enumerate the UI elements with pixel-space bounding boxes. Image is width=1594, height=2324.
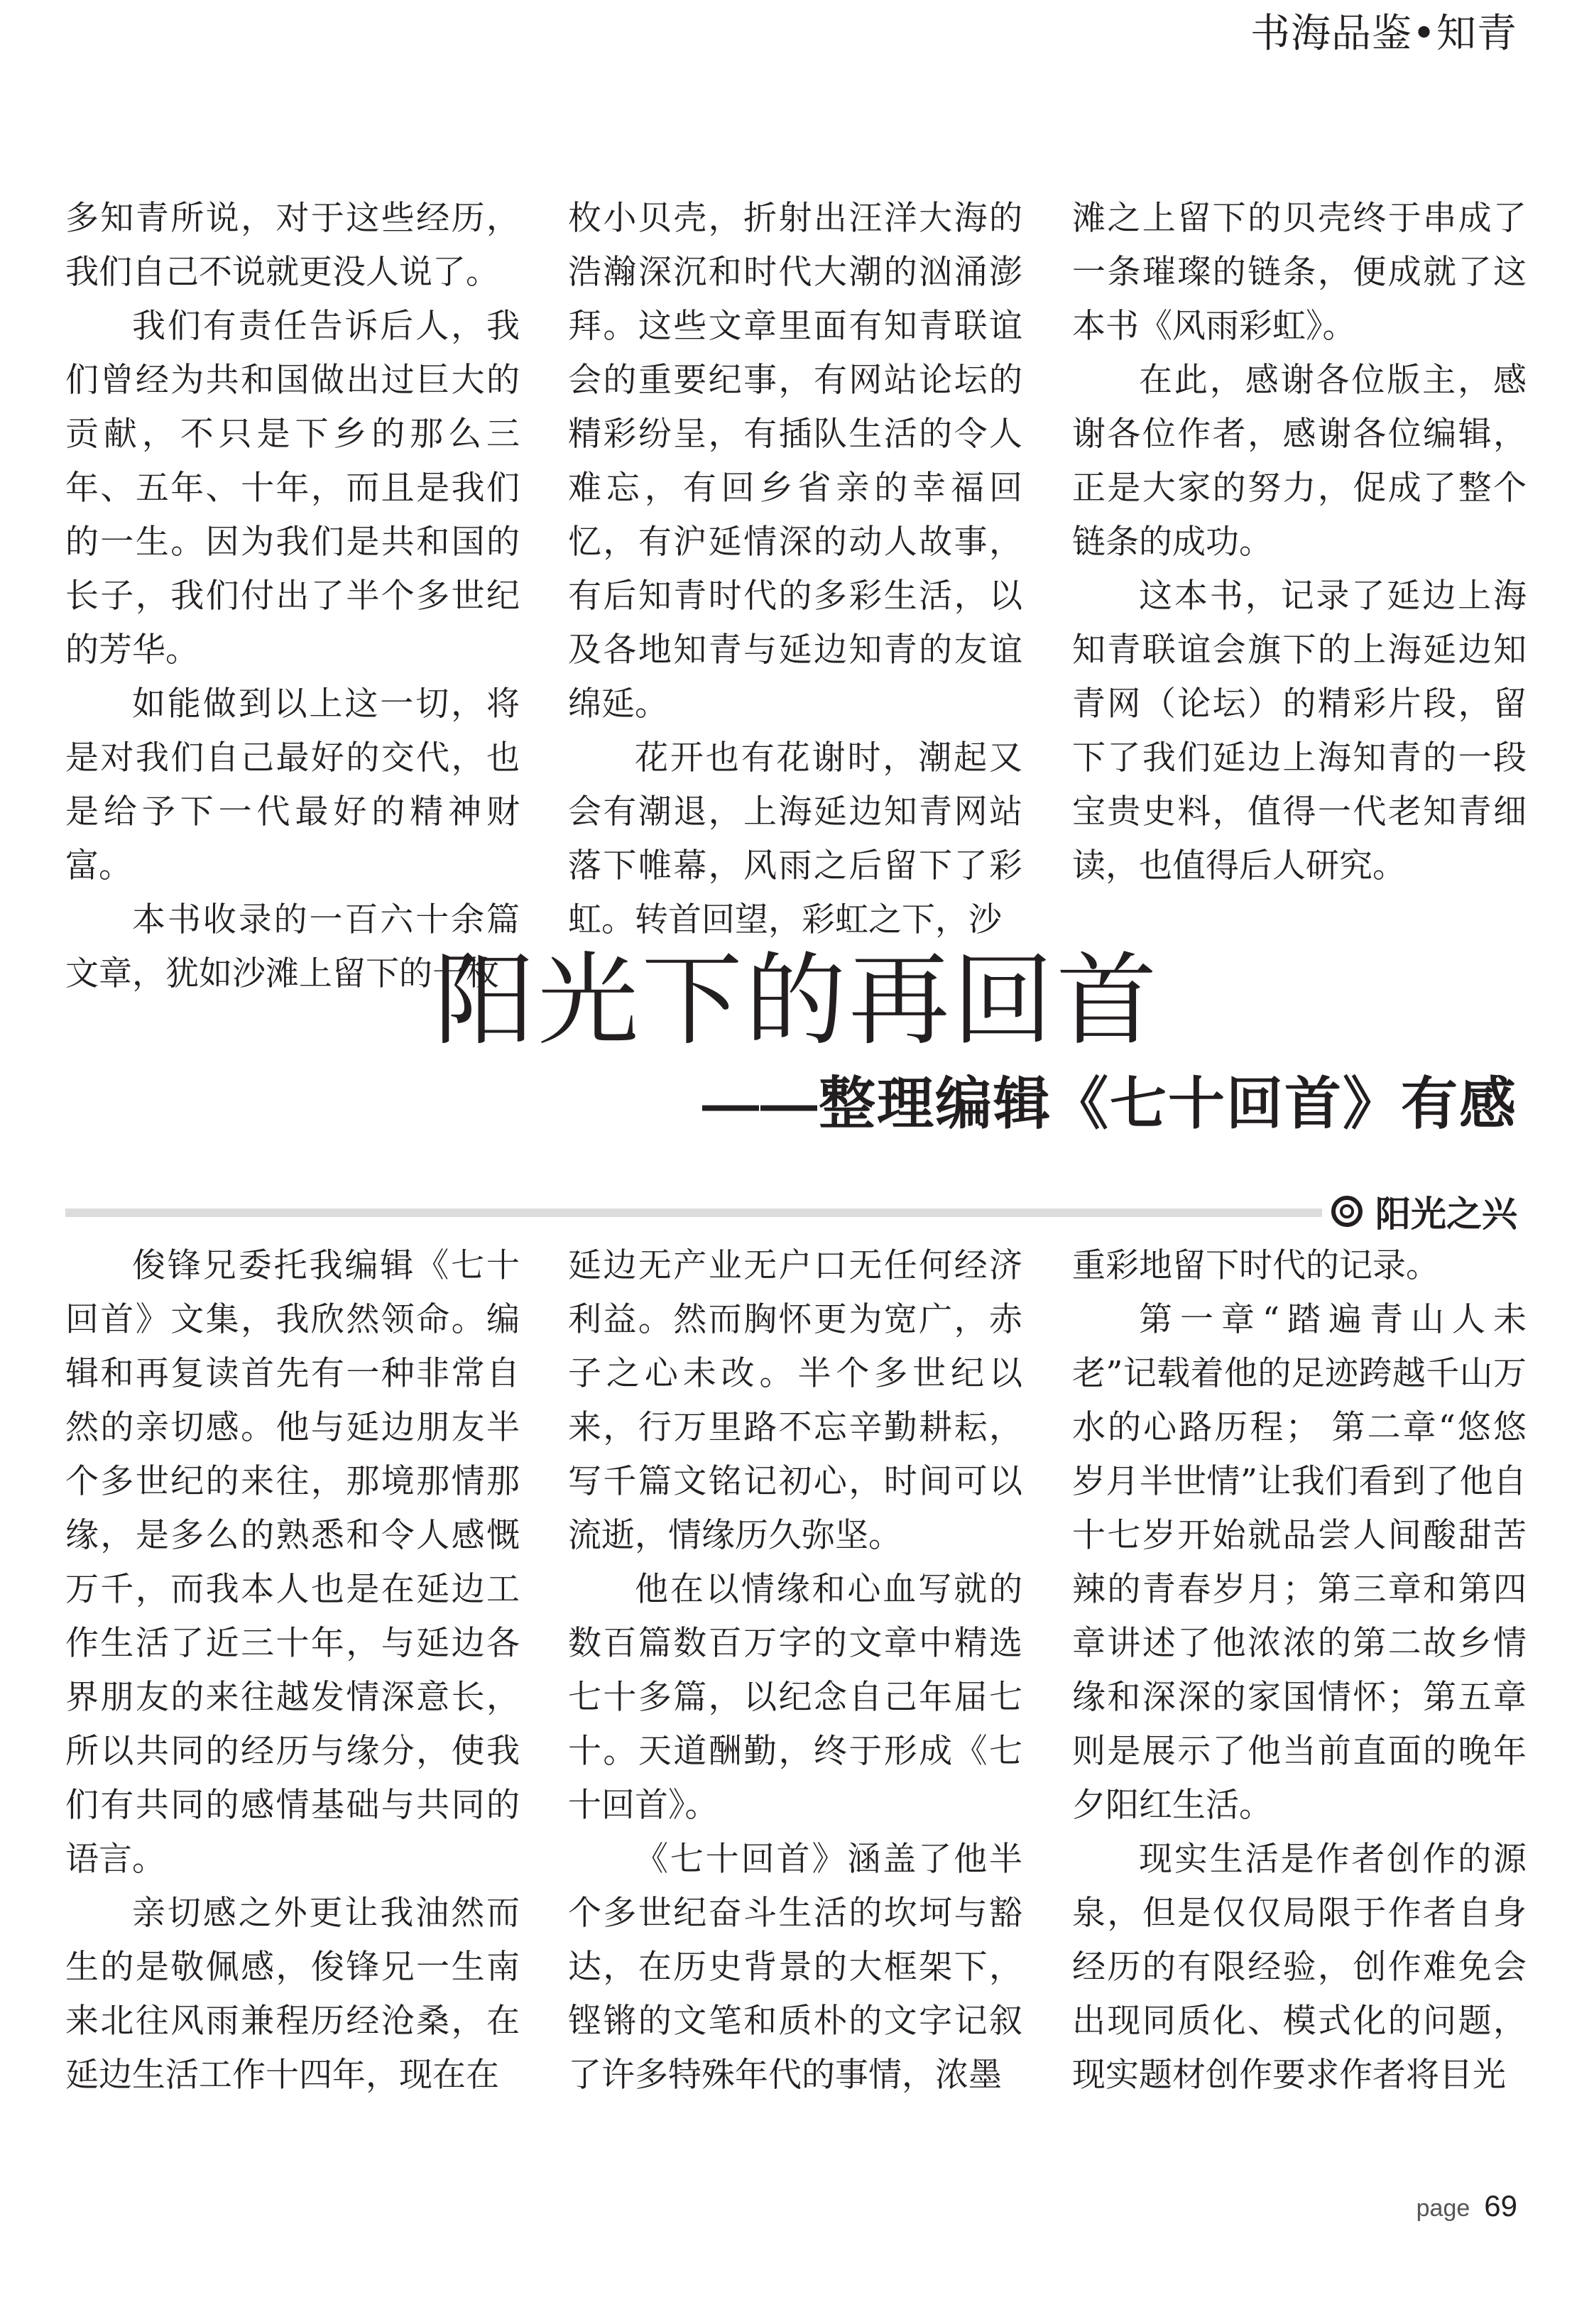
- byline: [1331, 1189, 1517, 1234]
- paragraph: 这本书，记录了延边上海知青联谊会旗下的上海延边知青网（论坛）的精彩片段，留下了我们延边上海知青的一段宝贵史料，值得一代老知青细读，也值得后人研究。: [1072, 577, 1527, 885]
- paragraph: 俊锋兄委托我编辑《七十回首》文集，我欣然领命。编辑和再复读首先有一种非常自然的亲切感。他与延边朋友半个多世纪的来往，那境那情那缘，是多么的熟悉和令人感慨万千，而我本人也是在延边工作生活了近三十年，与延边各界朋友的来往越发情深意长，所以共同的经历与缘分，使我们有共同的感情基础与共同的语言。: [65, 1246, 520, 1879]
- title-divider: [65, 1209, 1322, 1217]
- article-subtitle: ——整理编辑《七十回首》有感: [702, 1072, 1517, 1135]
- paragraph: 枚小贝壳，折射出汪洋大海的浩瀚深沉和时代大潮的汹涌澎拜。这些文章里面有知青联谊会的重要纪事，有网站论坛的精彩纷呈，有插队生活的令人难忘，有回乡省亲的幸福回忆，有沪延情深的动人故事，有后知青时代的多彩生活，以及各地知青与延边知青的友谊绵延。: [568, 199, 1022, 724]
- paragraph: 我们有责任告诉后人，我们曾经为共和国做出过巨大的贡献，不只是下乡的那么三年、五年、十年，而且是我们的一生。因为我们是共和国的长子，我们付出了半个多世纪的芳华。: [65, 307, 520, 670]
- paragraph: 多知青所说，对于这些经历，我们自己不说就更没人说了。: [65, 199, 520, 292]
- top-column-3: [1072, 192, 1527, 893]
- paragraph: 第一章“踏遍青山人未老”记载着他的足迹跨越千山万水的心路历程； 第二章“悠悠岁月半世情”让我们看到了他自十七岁开始就品尝人间酸甜苦辣的青春岁月；第三章和第四章讲述了他浓浓的第二故乡情缘和深深的家国情怀；第五章则是展示了他当前直面的晚年夕阳红生活。: [1072, 1300, 1527, 1825]
- author-name: 阳光之兴: [1375, 1194, 1517, 1234]
- paragraph: 本书收录的一百六十余篇文章，犹如沙滩上留下的一枚: [65, 900, 520, 993]
- paragraph: 延边无产业无户口无任何经济利益。然而胸怀更为宽广，赤子之心未改。半个多世纪以来，行万里路不忘辛勤耕耘，写千篇文铭记初心，时间可以流逝，情缘历久弥坚。: [568, 1246, 1022, 1555]
- page-footer: [1416, 2189, 1517, 2223]
- page-label: page: [1416, 2195, 1470, 2222]
- paragraph: 如能做到以上这一切，将是对我们自己最好的交代，也是给予下一代最好的精神财富。: [65, 684, 520, 885]
- paragraph: 现实生活是作者创作的源泉，但是仅仅局限于作者自身经历的有限经验，创作难免会出现同质化、模式化的问题，现实题材创作要求作者将目光: [1072, 1840, 1527, 2095]
- paragraph: 滩之上留下的贝壳终于串成了一条璀璨的链条，便成就了这本书《风雨彩虹》。: [1072, 199, 1527, 346]
- paragraph: 亲切感之外更让我油然而生的是敬佩感，俊锋兄一生南来北往风雨兼程历经沧桑，在延边生活工作十四年，现在在: [65, 1894, 520, 2095]
- top-column-2: [568, 192, 1022, 947]
- top-column-1: [65, 192, 520, 1001]
- article-title: 阳光下的再回首: [434, 944, 1160, 1057]
- paragraph: 重彩地留下时代的记录。: [1072, 1246, 1439, 1285]
- bullseye-circle-icon: [1331, 1196, 1363, 1227]
- running-head: 书海品鉴•知青: [1250, 11, 1517, 57]
- bottom-column-1: [65, 1239, 520, 2102]
- bottom-column-3: [1072, 1239, 1527, 2102]
- bottom-column-2: [568, 1239, 1022, 2102]
- paragraph: 他在以情缘和心血写就的数百篇数百万字的文章中精选七十多篇，以纪念自己年届七十。天道酬勤，终于形成《七十回首》。: [568, 1570, 1022, 1825]
- paragraph: 花开也有花谢时，潮起又会有潮退，上海延边知青网站落下帷幕，风雨之后留下了彩虹。转首回望，彩虹之下，沙: [568, 738, 1022, 939]
- page-number: 69: [1484, 2189, 1517, 2222]
- paragraph: 在此，感谢各位版主，感谢各位作者，感谢各位编辑，正是大家的努力，促成了整个链条的成功。: [1072, 361, 1527, 562]
- paragraph: 《七十回首》涵盖了他半个多世纪奋斗生活的坎坷与豁达，在历史背景的大框架下，铿锵的文笔和质朴的文字记叙了许多特殊年代的事情，浓墨: [568, 1840, 1022, 2095]
